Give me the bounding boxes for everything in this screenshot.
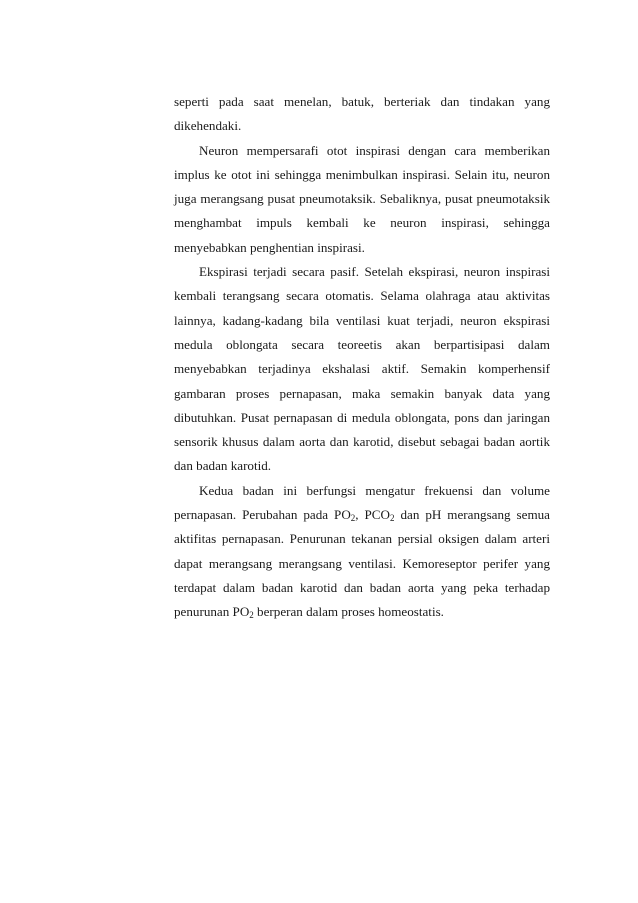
- text-fragment: , PCO: [355, 507, 390, 523]
- text-fragment: dan pH merangsang semua: [394, 507, 550, 523]
- text-line: menghambat impuls kembali ke neuron inspirasi, sehingga: [174, 215, 550, 231]
- text-line: seperti pada saat menelan, batuk, berteriak dan tindakan yang: [174, 94, 550, 109]
- text-line: lainnya, kadang-kadang bila ventilasi kuat terjadi, neuron ekspirasi: [174, 312, 550, 328]
- text-line: aktifitas pernapasan. Penurunan tekanan persial oksigen dalam arteri: [174, 531, 550, 547]
- paragraph-start-line: Neuron mempersarafi otot inspirasi dengan cara memberikan: [199, 142, 550, 158]
- body-text: [174, 90, 550, 625]
- text-line: dikehendaki.: [174, 118, 242, 134]
- text-line: dan badan karotid.: [174, 458, 272, 474]
- text-line-with-subscripts: [174, 503, 550, 527]
- text-fragment: berperan dalam proses homeostatis.: [253, 604, 444, 620]
- text-line: sensorik khusus dalam aorta dan karotid, disebut sebagai badan aortik: [174, 434, 550, 450]
- text-line: gambaran proses pernapasan, maka semakin banyak data yang: [174, 385, 550, 401]
- paragraph-start-line: Ekspirasi terjadi secara pasif. Setelah ekspirasi, neuron inspirasi: [199, 264, 550, 280]
- text-fragment: pernapasan. Perubahan pada PO: [174, 507, 351, 523]
- text-line: implus ke otot ini sehingga menimbulkan inspirasi. Selain itu, neuron: [174, 166, 550, 182]
- text-line: menyebabkan penghentian inspirasi.: [174, 239, 365, 255]
- text-line: kembali terangsang secara otomatis. Selama olahraga atau aktivitas: [174, 288, 550, 304]
- text-line: dapat merangsang merangsang ventilasi. Kemoreseptor perifer yang: [174, 555, 550, 571]
- text-line: terdapat dalam badan karotid dan badan aorta yang peka terhadap: [174, 579, 550, 595]
- text-line: juga merangsang pusat pneumotaksik. Sebaliknya, pusat pneumotaksik: [174, 191, 550, 207]
- subscript: 2: [390, 513, 395, 524]
- text-line-with-subscripts: [174, 600, 550, 624]
- text-line: menyebabkan terjadinya ekshalasi aktif. Semakin komperhensif: [174, 361, 550, 377]
- text-line: medula oblongata secara teoreetis akan berpartisipasi dalam: [174, 336, 550, 352]
- text-fragment: penurunan PO: [174, 604, 250, 620]
- subscript: 2: [350, 513, 356, 524]
- subscript: 2: [249, 610, 254, 621]
- text-line: dibutuhkan. Pusat pernapasan di medula oblongata, pons dan jaringan: [174, 409, 550, 425]
- paragraph-start-line: Kedua badan ini berfungsi mengatur frekuensi dan volume: [199, 482, 550, 498]
